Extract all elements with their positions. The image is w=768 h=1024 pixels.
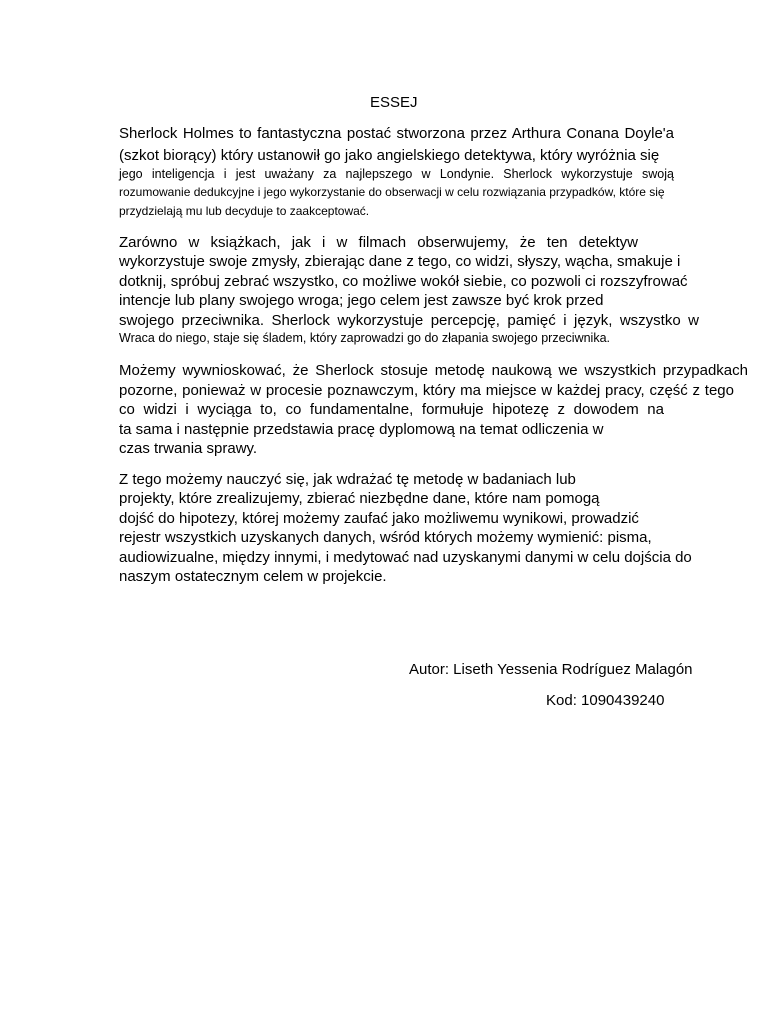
paragraph-4-line-4: rejestr wszystkich uzyskanych danych, wśród których możemy wymienić: pisma, [119, 529, 652, 546]
paragraph-1-line-4: rozumowanie dedukcyjne i jego wykorzystanie do obserwacji w celu rozwiązania przypadków, które się [119, 185, 665, 199]
paragraph-2-line-2: wykorzystuje swoje zmysły, zbierając dane z tego, co widzi, słyszy, wącha, smakuje i [119, 253, 681, 270]
paragraph-2-line-4: intencje lub plany swojego wroga; jego celem jest zawsze być krok przed [119, 292, 604, 309]
paragraph-4-line-6: naszym ostatecznym celem w projekcie. [119, 568, 387, 585]
paragraph-2-line-6: Wraca do niego, staje się śladem, który zaprowadzi go do złapania swojego przeciwnika. [119, 331, 610, 345]
paragraph-3-line-4: ta sama i następnie przedstawia pracę dyplomową na temat odliczenia w [119, 421, 604, 438]
paragraph-1-line-3: jego inteligencja i jest uważany za najlepszego w Londynie. Sherlock wykorzystuje swoją [119, 167, 674, 181]
paragraph-3-line-5: czas trwania sprawy. [119, 440, 258, 457]
paragraph-3-line-3: co widzi i wyciąga to, co fundamentalne, formułuje hipotezę z dowodem na [119, 401, 664, 418]
essay-title: ESSEJ [370, 94, 418, 111]
paragraph-2-line-1: Zarówno w książkach, jak i w filmach obserwujemy, że ten detektyw [119, 234, 638, 251]
paragraph-2-line-3: dotknij, spróbuj zebrać wszystko, co możliwe wokół siebie, co pozwoli ci rozszyfrować [119, 273, 688, 290]
paragraph-4-line-2: projekty, które zrealizujemy, zbierać niezbędne dane, które nam pomogą [119, 490, 600, 507]
code-line: Kod: 1090439240 [546, 692, 665, 709]
paragraph-4-line-1: Z tego możemy nauczyć się, jak wdrażać tę metodę w badaniach lub [119, 471, 576, 488]
paragraph-1-line-5: przydzielają mu lub decyduje to zaakceptować. [119, 204, 370, 218]
author-line: Autor: Liseth Yessenia Rodríguez Malagón [409, 661, 693, 678]
paragraph-4-line-5: audiowizualne, między innymi, i medytować nad uzyskanymi danymi w celu dojścia do [119, 549, 692, 566]
paragraph-3-line-2: pozorne, ponieważ w procesie poznawczym, który ma miejsce w każdej pracy, część z tego [119, 382, 734, 399]
paragraph-1-line-2: (szkot biorący) który ustanowił go jako angielskiego detektywa, który wyróżnia się [119, 147, 660, 164]
paragraph-1-line-1: Sherlock Holmes to fantastyczna postać stworzona przez Arthura Conana Doyle'a [119, 125, 674, 142]
paragraph-2-line-5: swojego przeciwnika. Sherlock wykorzystuje percepcję, pamięć i język, wszystko w [119, 312, 699, 329]
paragraph-4-line-3: dojść do hipotezy, której możemy zaufać jako możliwemu wynikowi, prowadzić [119, 510, 639, 527]
paragraph-3-line-1: Możemy wywnioskować, że Sherlock stosuje metodę naukową we wszystkich przypadkach [119, 362, 748, 379]
